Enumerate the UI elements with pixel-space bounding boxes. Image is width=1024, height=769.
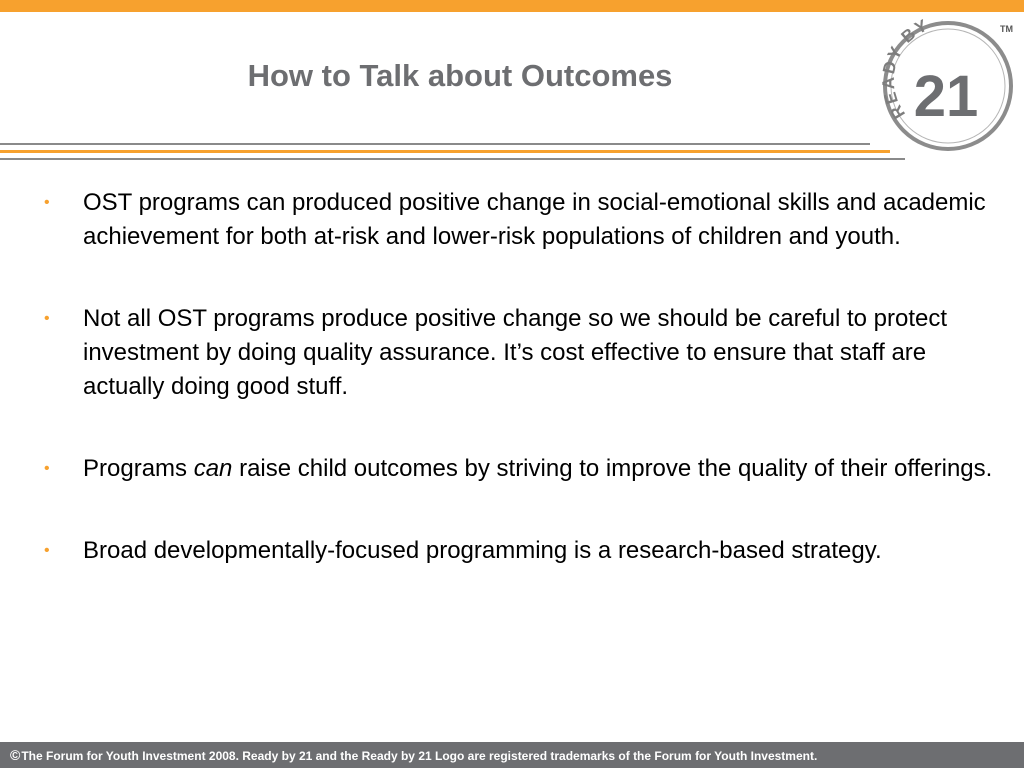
title-divider-orange xyxy=(0,150,890,153)
bullet-text-emphasis: can xyxy=(193,455,233,482)
bullet-item xyxy=(40,452,1000,486)
bullet-text: Not all OST programs produce positive change so we should be careful to protect investment by doing quality assurance. It’s cost effective to ensure that staff are actually doing good stuff. xyxy=(83,305,948,400)
bullet-text: OST programs can produced positive change in social-emotional skills and academic achievement for both at-risk and lower-risk populations of children and youth. xyxy=(83,189,986,250)
bullet-icon: • xyxy=(44,542,50,559)
logo-number: 21 xyxy=(913,64,979,129)
title-divider-gray-bottom xyxy=(0,158,905,160)
bullet-text-post: raise child outcomes by striving to improve the quality of their offerings. xyxy=(232,455,993,482)
bullet-icon: • xyxy=(44,460,50,477)
copyright-icon: © xyxy=(10,747,21,763)
bullet-list xyxy=(40,186,1000,616)
bullet-text: Broad developmentally-focused programming is a research-based strategy. xyxy=(83,537,882,564)
slide-title: How to Talk about Outcomes xyxy=(247,58,673,93)
footer-text: The Forum for Youth Investment 2008. Ready by 21 and the Ready by 21 Logo are registered trademarks of the Forum for Youth Investment. xyxy=(21,749,818,763)
bullet-item xyxy=(40,534,1000,568)
bullet-item xyxy=(40,302,1000,404)
bullet-text-pre: Programs xyxy=(83,455,194,482)
footer-bar xyxy=(0,742,1024,768)
bullet-item xyxy=(40,186,1000,254)
bullet-icon: • xyxy=(44,310,50,327)
logo-arc-text: READY BY xyxy=(878,16,932,123)
logo-trademark: TM xyxy=(1000,24,1013,34)
ready-by-21-logo xyxy=(878,16,1018,152)
title-divider-gray-top xyxy=(0,143,870,145)
top-accent-bar xyxy=(0,0,1024,12)
bullet-icon: • xyxy=(44,194,50,211)
